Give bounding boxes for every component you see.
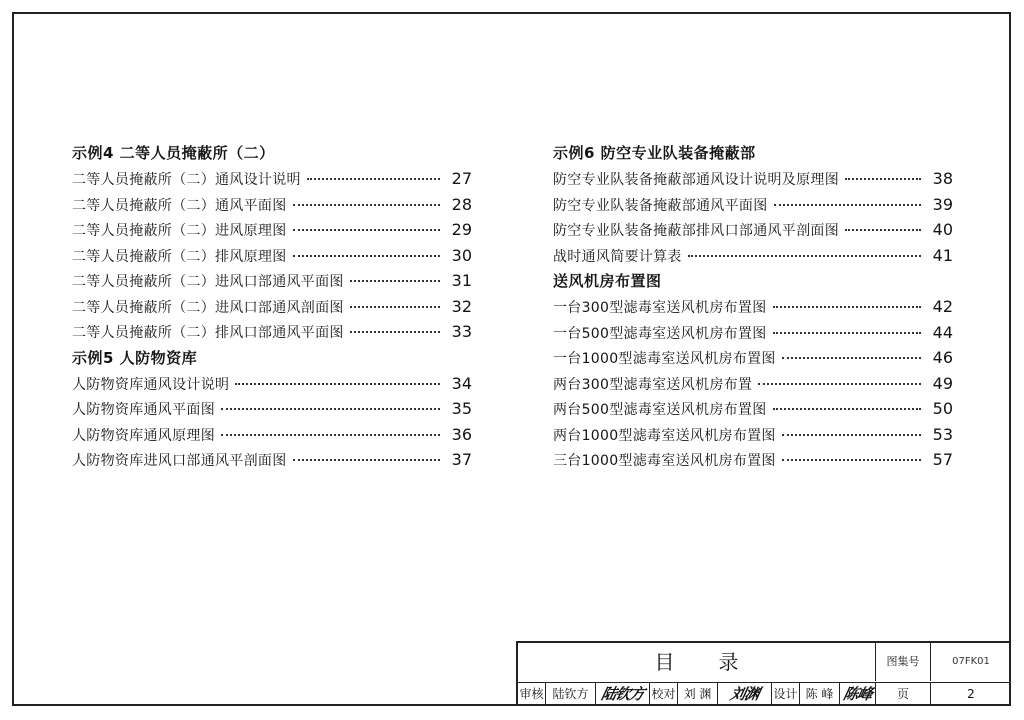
toc-entry[interactable] — [72, 396, 472, 422]
toc-entry[interactable] — [553, 243, 953, 269]
entry-title: 防空专业队装备掩蔽部通风平面图 — [553, 197, 768, 214]
entry-title: 人防物资库通风平面图 — [72, 402, 215, 418]
dot-leader — [845, 178, 921, 180]
dot-leader — [293, 204, 441, 206]
toc-entry[interactable] — [553, 320, 953, 346]
entry-page-number: 37 — [451, 450, 472, 469]
entry-page-number: 30 — [451, 245, 472, 265]
entry-title: 二等人员掩蔽所（二）通风平面图 — [72, 197, 287, 214]
entry-title: 二等人员掩蔽所（二）排风口部通风平面图 — [72, 325, 344, 341]
dot-leader — [235, 383, 440, 385]
checker-name: 刘 渊 — [678, 683, 718, 706]
page-label: 页 — [876, 683, 931, 706]
dot-leader — [688, 255, 921, 257]
atlas-number-value: 07FK01 — [952, 656, 990, 667]
entry-page-number: 41 — [932, 245, 953, 265]
toc-entry[interactable] — [72, 217, 472, 243]
entry-page-number: 31 — [451, 271, 472, 290]
toc-entry[interactable] — [72, 268, 472, 294]
toc-right-column — [553, 140, 953, 473]
toc-entry[interactable] — [553, 217, 953, 243]
entry-title: 战时通风简要计算表 — [553, 248, 682, 265]
checker-signature: 刘渊 — [718, 683, 772, 706]
toc-entry[interactable] — [72, 447, 472, 473]
entry-title: 一台500型滤毒室送风机房布置图 — [553, 325, 767, 342]
entry-title: 二等人员掩蔽所（二）进风口部通风剖面图 — [72, 299, 344, 316]
toc-entry[interactable] — [72, 371, 472, 397]
dot-leader — [293, 459, 441, 461]
entry-page-number: 57 — [932, 450, 953, 469]
entry-page-number: 36 — [451, 424, 472, 444]
entry-title: 人防物资库进风口部通风平剖面图 — [72, 453, 287, 469]
section-title: 示例6 防空专业队装备掩蔽部 — [553, 144, 756, 162]
dot-leader — [350, 280, 440, 282]
dot-leader — [293, 255, 441, 257]
entry-title: 一台1000型滤毒室送风机房布置图 — [553, 351, 776, 367]
entry-title: 二等人员掩蔽所（二）通风设计说明 — [72, 172, 301, 188]
reviewer-name: 陆钦方 — [546, 683, 596, 706]
design-label: 设计 — [772, 683, 800, 706]
entry-title: 人防物资库通风设计说明 — [72, 376, 230, 393]
entry-page-number: 40 — [932, 220, 953, 239]
entry-title: 两台1000型滤毒室送风机房布置图 — [553, 427, 776, 444]
dot-leader — [782, 434, 921, 436]
dot-leader — [774, 204, 922, 206]
entry-title: 二等人员掩蔽所（二）进风原理图 — [72, 223, 287, 239]
toc-entry[interactable] — [553, 192, 953, 218]
toc-entry[interactable] — [553, 422, 953, 448]
reviewer-signature: 陆钦方 — [596, 683, 650, 706]
entry-title: 一台300型滤毒室送风机房布置图 — [553, 300, 767, 316]
toc-left-column — [72, 140, 472, 473]
entry-page-number: 33 — [451, 322, 472, 341]
entry-title: 防空专业队装备掩蔽部通风设计说明及原理图 — [553, 172, 839, 188]
check-label: 校对 — [650, 683, 678, 706]
dot-leader — [773, 332, 921, 334]
toc-entry[interactable] — [553, 294, 953, 320]
toc-entry[interactable] — [72, 166, 472, 192]
title-block-top-row — [518, 643, 1011, 683]
dot-leader — [221, 408, 440, 410]
dot-leader — [773, 408, 921, 410]
entry-page-number: 50 — [932, 399, 953, 418]
entry-page-number: 29 — [451, 220, 472, 239]
dot-leader — [758, 383, 921, 385]
entry-title: 防空专业队装备掩蔽部排风口部通风平剖面图 — [553, 223, 839, 239]
entry-title: 两台300型滤毒室送风机房布置 — [553, 376, 753, 393]
toc-entry[interactable] — [553, 345, 953, 371]
dot-leader — [782, 357, 921, 359]
section-title: 示例5 人防物资库 — [72, 348, 198, 367]
dot-leader — [221, 434, 440, 436]
toc-entry[interactable] — [72, 422, 472, 448]
toc-entry[interactable] — [553, 447, 953, 473]
entry-page-number: 32 — [451, 296, 472, 316]
entry-page-number: 35 — [451, 399, 472, 418]
dot-leader — [307, 178, 440, 180]
dot-leader — [293, 229, 441, 231]
title-block-signature-row — [518, 683, 1011, 706]
entry-page-number: 44 — [932, 322, 953, 342]
designer-signature: 陈峰 — [840, 683, 876, 706]
toc-entry[interactable] — [553, 371, 953, 397]
designer-name: 陈 峰 — [800, 683, 840, 706]
toc-entry[interactable] — [553, 166, 953, 192]
section-title: 示例4 二等人员掩蔽所（二） — [72, 144, 275, 162]
entry-page-number: 34 — [451, 373, 472, 393]
entry-page-number: 39 — [932, 194, 953, 214]
toc-entry[interactable] — [553, 396, 953, 422]
dot-leader — [845, 229, 921, 231]
entry-page-number: 27 — [451, 169, 472, 188]
entry-page-number: 38 — [932, 169, 953, 188]
dot-leader — [782, 459, 921, 461]
document-title: 目录 — [518, 643, 876, 681]
title-block — [516, 641, 1011, 706]
atlas-number-label: 图集号 — [876, 643, 931, 681]
toc-entry[interactable] — [72, 294, 472, 320]
section-title: 送风机房布置图 — [553, 272, 662, 290]
toc-entry[interactable] — [72, 319, 472, 345]
entry-title: 二等人员掩蔽所（二）排风原理图 — [72, 248, 287, 265]
entry-title: 二等人员掩蔽所（二）进风口部通风平面图 — [72, 274, 344, 290]
entry-title: 人防物资库通风原理图 — [72, 427, 215, 444]
entry-title: 两台500型滤毒室送风机房布置图 — [553, 402, 767, 418]
dot-leader — [350, 306, 440, 308]
dot-leader — [773, 306, 921, 308]
page-number: 2 — [967, 687, 975, 701]
entry-page-number: 49 — [932, 373, 953, 393]
entry-page-number: 53 — [932, 424, 953, 444]
entry-page-number: 42 — [932, 297, 953, 316]
toc-entry[interactable] — [72, 192, 472, 218]
dot-leader — [350, 331, 440, 333]
toc-entry[interactable] — [72, 243, 472, 269]
review-label: 审核 — [518, 683, 546, 706]
entry-page-number: 28 — [451, 194, 472, 214]
entry-title: 三台1000型滤毒室送风机房布置图 — [553, 453, 776, 469]
entry-page-number: 46 — [932, 348, 953, 367]
